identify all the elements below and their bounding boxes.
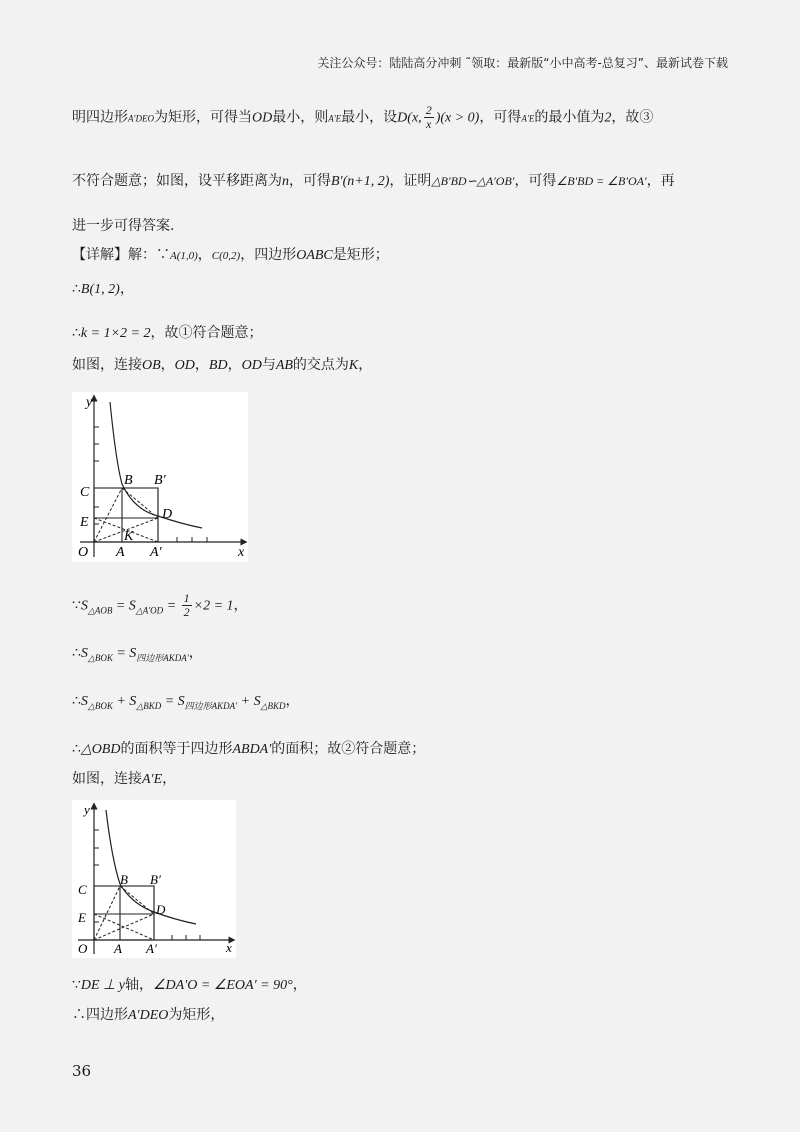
label-O: O (78, 545, 89, 560)
text-line-11: ∴△OBD的面积等于四边形ABDA′的面积；故②符合题意； (72, 741, 426, 757)
text-line-13: ∵DE ⊥ y轴，∠DA′O = ∠EOA′ = 90°， (72, 977, 307, 993)
label-K: K (124, 529, 134, 544)
label-D: D (162, 507, 173, 522)
label-x: x (238, 545, 245, 560)
label-C: C (78, 882, 87, 897)
label-x: x (226, 940, 232, 955)
label-A-prime: A′ (146, 941, 157, 956)
label-A: A (114, 941, 122, 956)
text-line-5: ∴B(1, 2)， (72, 281, 134, 297)
text-line-8: $\because S_{\triangle AOB} = S_{\triangle A'OD}$ = $\frac{1}{2}$ ×2 = 1， (72, 591, 248, 619)
text-line-6: ∴k = 1×2 = 2，故①符合题意； (72, 325, 263, 341)
text-line-10: $\therefore S_{\triangle BOK} + S_{\triangle BKD} = S_{四边形AKDA'} + S_{\triangle BKD}$， (72, 693, 300, 711)
page-header: 关注公众号：陆陆高分冲刺 ˜领取：最新版“小中高考-总复习”、最新试卷下载 (317, 56, 728, 70)
label-E: E (78, 910, 86, 925)
label-B-prime: B′ (154, 473, 166, 488)
label-B: B (120, 872, 128, 887)
text-line-7: 如图，连接OB，OD，BD，OD与AB的交点为K， (72, 357, 373, 373)
text-line-2: 不符合题意；如图，设平移距离为n，可得B′(n+1, 2)，证明△B′BD∽△A′OB′，可得∠B′BD = ∠B′OA′，再 (72, 173, 675, 189)
text-line-1: 明四边形A′DEO为矩形，可得当OD最小，则A′E最小，设D(x, $\frac{2}{x}$ )(x > 0)，可得A′E的最小值为2，故③ (72, 103, 654, 131)
text-line-9: $\therefore S_{\triangle BOK} = S_{四边形AKDA'}$， (72, 645, 203, 663)
figure-2 (72, 800, 236, 958)
text-line-12: 如图，连接A′E， (72, 771, 177, 787)
label-B-prime: B′ (150, 872, 161, 887)
label-C: C (80, 485, 90, 500)
label-B: B (124, 473, 133, 488)
figure-1 (72, 392, 248, 562)
label-y: y (84, 802, 90, 817)
text-line-3: 进一步可得答案. (72, 218, 175, 234)
figure-1-graph (72, 392, 248, 562)
page-number: 36 (72, 1062, 92, 1080)
text-line-14: ∴四边形A′DEO为矩形， (72, 1007, 225, 1023)
label-A-prime: A′ (150, 545, 162, 560)
label-D: D (156, 902, 166, 917)
label-O: O (78, 941, 88, 956)
figure-2-graph (72, 800, 236, 958)
label-y: y (86, 395, 93, 410)
text-line-4: 【详解】解：∵A(1,0)，C(0,2)，四边形OABC是矩形； (72, 247, 389, 263)
hyperbola-curve (110, 402, 202, 528)
label-E: E (80, 515, 89, 530)
label-A: A (116, 545, 125, 560)
